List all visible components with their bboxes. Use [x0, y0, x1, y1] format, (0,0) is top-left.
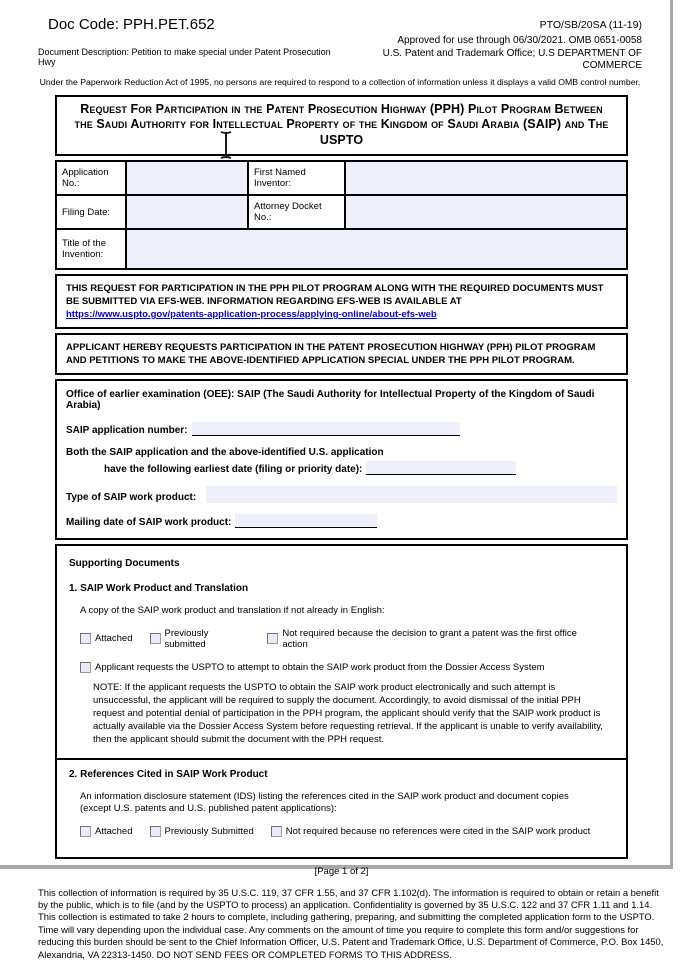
- page-indicator: [Page 1 of 2]: [314, 865, 369, 877]
- document-description: Document Description: Petition to make special under Patent Prosecution Hwy: [38, 47, 331, 67]
- form-body: [55, 95, 628, 859]
- first-named-inventor-field[interactable]: [345, 161, 627, 195]
- section2-checkbox-row: [80, 826, 616, 837]
- checkbox-label: Attached: [95, 633, 133, 644]
- application-no-label: Application No.:: [56, 161, 126, 195]
- section2-heading: 2. References Cited in SAIP Work Product: [69, 768, 268, 780]
- filing-date-field[interactable]: [126, 195, 248, 229]
- attorney-docket-label: Attorney Docket No.:: [248, 195, 345, 229]
- form-number: PTO/SB/20SA (11-19): [539, 19, 642, 31]
- attorney-docket-field[interactable]: [345, 195, 627, 229]
- form-header: [0, 0, 670, 87]
- mailing-date-field[interactable]: [235, 514, 377, 528]
- section1-intro: A copy of the SAIP work product and translation if not already in English:: [80, 605, 385, 616]
- oee-line: Office of earlier examination (OEE): SAIP (The Saudi Authority for Intellectual Property of the Kingdom of Saudi Arabia): [66, 389, 595, 411]
- work-product-type-field[interactable]: [206, 486, 617, 503]
- request-statement-box: [55, 333, 628, 375]
- checkbox-label: Previously submitted: [164, 627, 209, 650]
- section1-not-required-checkbox[interactable]: [267, 633, 278, 644]
- checkbox-label: Applicant requests the USPTO to attempt to obtain the SAIP work product from the Dossier Access System: [95, 661, 545, 673]
- section1-note: NOTE: If the applicant requests the USPTO to obtain the SAIP work product electronically and such attempt is unsuccessful, the applicant will be required to supply the document. Accordingly, to avoid dismissal of the initial PPH request and potential denial of participation in the PPH program, the applicant should verify that the SAIP work product is actually available via the Dossier Access System before requesting retrieval. If the applicant is unable to verify availability, then the applicant should submit the document with the PPH request.: [93, 681, 603, 745]
- efs-web-notice-box: [55, 274, 628, 329]
- mailing-date-label: Mailing date of SAIP work product:: [66, 517, 232, 528]
- checkbox-label: Previously Submitted: [164, 825, 254, 837]
- form-title-line2: the Saudi Authority for Intellectual Property of the Kingdom of Saudi Arabia (SAIP) and The USPTO: [74, 117, 609, 147]
- both-applications-line: Both the SAIP application and the above-identified U.S. application: [66, 447, 384, 458]
- oee-section-box: [55, 379, 628, 540]
- form-title-box: [55, 95, 628, 157]
- section-divider: [57, 758, 626, 760]
- supporting-documents-box: [55, 544, 628, 859]
- bibliographic-table: [55, 160, 628, 270]
- section2-attached-checkbox[interactable]: [80, 826, 91, 837]
- application-no-field[interactable]: [126, 161, 248, 195]
- dossier-access-checkbox[interactable]: [80, 662, 91, 673]
- first-named-inventor-label: First Named Inventor:: [248, 161, 345, 195]
- approved-line: Approved for use through 06/30/2021. OMB 0651-0058: [397, 35, 642, 46]
- supporting-documents-heading: Supporting Documents: [69, 558, 180, 569]
- earliest-date-field[interactable]: [366, 461, 516, 475]
- request-statement-text: APPLICANT HEREBY REQUESTS PARTICIPATION IN THE PATENT PROSECUTION HIGHWAY (PPH) PILOT PROGRAM AND PETITIONS TO MAKE THE ABOVE-IDENTIFIED APPLICATION SPECIAL UNDER THE PPH PILOT PROGRAM.: [66, 342, 596, 366]
- filing-date-label: Filing Date:: [56, 195, 126, 229]
- agency-line: U.S. Patent and Trademark Office; U.S DEPARTMENT OF COMMERCE: [382, 47, 642, 71]
- section1-attached-checkbox[interactable]: [80, 633, 91, 644]
- section2-intro: An information disclosure statement (IDS) listing the references cited in the SAIP work product and document copies (except U.S. patents and U.S. published patent applications):: [80, 790, 569, 814]
- title-of-invention-field[interactable]: [126, 229, 627, 269]
- doc-code: Doc Code: PPH.PET.652: [48, 16, 215, 33]
- efs-web-link[interactable]: https://www.uspto.gov/patents-application-process/applying-online/about-efs-web: [66, 309, 437, 320]
- earliest-date-label: have the following earliest date (filing or priority date):: [104, 464, 363, 475]
- checkbox-label: Attached: [95, 825, 133, 837]
- title-of-invention-label: Title of the Invention:: [56, 229, 126, 269]
- section1-heading: 1. SAIP Work Product and Translation: [69, 583, 249, 594]
- saip-application-number-field[interactable]: [192, 422, 460, 436]
- burden-statement: This collection of information is required by 35 U.S.C. 119, 37 CFR 1.55, and 37 CFR 1.102(d). The information is required to obtain or retain a benefit by the public, which is to file (and by the USPTO to process) an application. Confidentiality is governed by 35 U.S.C. 122 and 37 CFR 1.11 and 1.14. This collection is estimated to take 2 hours to complete, including gathering, preparing, and submitting the completed application form to the USPTO. Time will vary depending upon the individual case. Any comments on the amount of time you require to complete this form and/or suggestions for reducing this burden should be sent to the Chief Information Officer, U.S. Patent and Trademark Office, U.S. Department of Commerce, P.O. Box 1450, Alexandria, VA 22313-1450. DO NOT SEND FEES OR COMPLETED FORMS TO THIS ADDRESS.: [38, 886, 664, 960]
- checkbox-label: Not required because the decision to grant a patent was the first office action: [282, 627, 577, 650]
- dossier-checkbox-row: [80, 662, 616, 673]
- section2-not-required-checkbox[interactable]: [271, 826, 282, 837]
- saip-application-number-label: SAIP application number:: [66, 425, 188, 436]
- section2-previously-submitted-checkbox[interactable]: [150, 826, 161, 837]
- paperwork-reduction-notice: Under the Paperwork Reduction Act of 1995, no persons are required to respond to a collection of information unless it displays a valid OMB control number.: [39, 76, 641, 87]
- efs-web-notice-text: THIS REQUEST FOR PARTICIPATION IN THE PPH PILOT PROGRAM ALONG WITH THE REQUIRED DOCUMENTS MUST BE SUBMITTED VIA EFS-WEB. INFORMATION REGARDING EFS-WEB IS AVAILABLE AT: [66, 283, 604, 307]
- checkbox-label: Not required because no references were cited in the SAIP work product: [285, 825, 591, 837]
- section1-checkbox-row: [80, 628, 616, 650]
- work-product-type-label: Type of SAIP work product:: [66, 492, 197, 503]
- form-title-line1: Request For Participation in the Patent Prosecution Highway (PPH) Pilot Program Between: [80, 101, 603, 116]
- text-cursor-icon: [218, 130, 234, 160]
- section1-previously-submitted-checkbox[interactable]: [150, 633, 161, 644]
